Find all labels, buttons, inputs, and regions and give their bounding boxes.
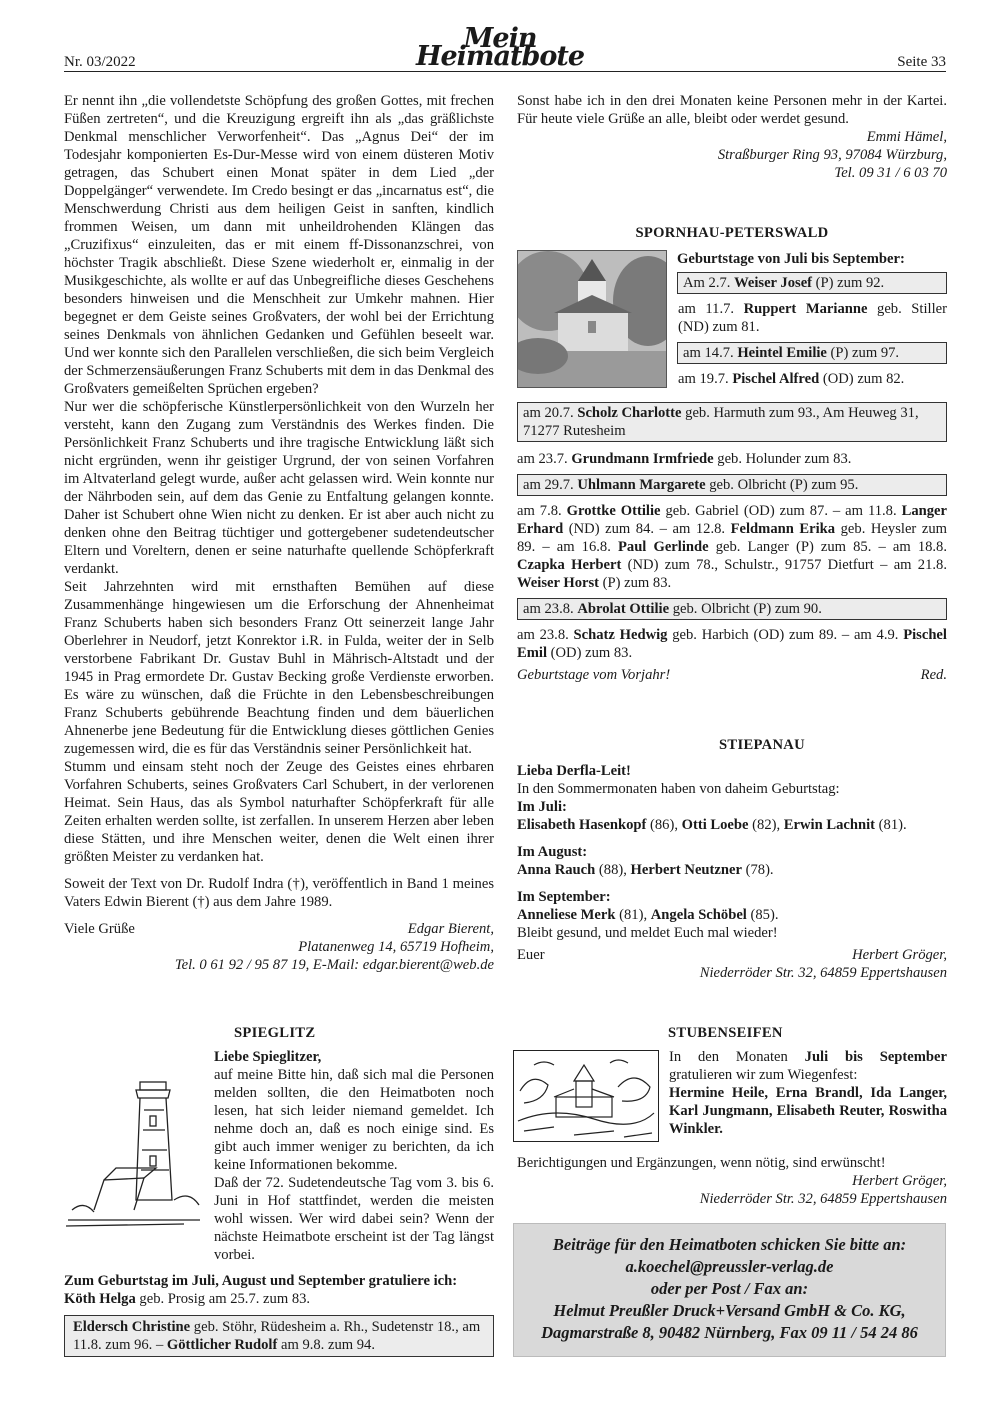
section-title: STUBENSEIFEN <box>668 1025 783 1041</box>
submission-info-box <box>513 1223 946 1357</box>
author-address: Niederröder Str. 32, 64859 Eppertshausen <box>699 965 947 981</box>
submission-line: oder per Post / Fax an: <box>650 1279 809 1298</box>
spornhau-birthdays-top <box>677 250 947 388</box>
birthday-entry: am 23.7. Grundmann Irmfriede geb. Holunder zum 83. <box>517 451 852 467</box>
birthday-entry: am 7.8. Grottke Ottilie geb. Gabriel (OD) zum 87. – am 11.8. Langer Erhard (ND) zum 84. – am 12.8. Feldmann Erika geb. Heysler zum 89. – am 16.8. Paul Gerlinde geb. Langer (P) zum 85. – am 18.8. Czapka Herbert (ND) zum 78., Schulstr., 91757 Dietfurt – am 21.8. Weiser Horst (P) zum 83. <box>517 503 948 591</box>
footnote: Geburtstage vom Vorjahr! <box>517 667 671 683</box>
author-name: Herbert Gröger, <box>852 947 947 963</box>
header-rule <box>64 71 946 72</box>
submission-email: a.koechel@preussler-verlag.de <box>625 1257 834 1276</box>
right-top-section <box>517 92 947 182</box>
month-heading: Im August: <box>517 844 588 860</box>
author-name: Edgar Bierent, <box>407 921 494 937</box>
author-address: Niederröder Str. 32, 64859 Eppertshausen <box>699 1191 947 1207</box>
wish-text: Bleibt gesund, und meldet Euch mal wieder! <box>517 925 778 941</box>
section-title: STIEPANAU <box>719 737 805 753</box>
closing: Euer <box>517 947 545 963</box>
author-phone: Tel. 09 31 / 6 03 70 <box>834 165 947 181</box>
greeting: Viele Grüße <box>64 921 135 937</box>
birthday-entry-highlight: am 14.7. Heintel Emilie (P) zum 97. <box>677 342 947 364</box>
congrats-heading: Zum Geburtstag im Juli, August und September gratuliere ich: <box>64 1273 458 1289</box>
section-subtitle: Geburtstage von Juli bis September: <box>677 251 905 267</box>
birthday-names: Hermine Heile, Erna Brandl, Ida Langer, Karl Jungmann, Elisabeth Reuter, Roswitha Winkler. <box>669 1085 947 1137</box>
village-drawing <box>513 1050 659 1142</box>
stubenseifen-section <box>669 1048 947 1138</box>
stubenseifen-title-wrap <box>668 1024 948 1042</box>
tower-drawing <box>64 1060 204 1232</box>
author-contact: Tel. 0 61 92 / 95 87 19, E-Mail: edgar.bierent@web.de <box>174 957 494 973</box>
author-address: Platanenweg 14, 65719 Hofheim, <box>298 939 494 955</box>
spieglitz-section <box>214 1048 494 1264</box>
author-name: Herbert Gröger, <box>852 1173 947 1189</box>
body-text: Daß der 72. Sudetendeutsche Tag vom 3. bis 6. Juni in Hof stattfindet, werden die meisten wohl wissen. Wer wird dabei sein? Wenn der nächste Heimatbote erscheint ist der Tag längst vorbei. <box>214 1175 494 1263</box>
birthday-entry: am 11.7. Ruppert Marianne geb. Stiller (ND) zum 81. <box>678 301 947 335</box>
corrections-note: Berichtigungen und Ergänzungen, wenn nötig, sind erwünscht! <box>517 1155 886 1171</box>
month-heading: Im September: <box>517 889 611 905</box>
birthday-entry-highlight: Am 2.7. Weiser Josef (P) zum 92. <box>677 272 947 294</box>
birthday-entry: am 23.8. Schatz Hedwig geb. Harbich (OD) zum 89. – am 4.9. Pischel Emil (OD) zum 83. <box>517 627 947 661</box>
author-name: Emmi Hämel, <box>866 129 947 145</box>
article-paragraph: Nur wer die schöpferische Künstlerpersönlichkeit von den Wurzeln her versteht, kann den Zugang zum Verständnis des Werkes finden. Die Persönlichkeit Franz Schuberts und ihre tragische Entwicklung läßt sich nicht ergründen, wenn ihr geistiger Urgrund, der von seinen Vorfahren im Altvaterland gelegt wurde, außer acht gelassen wird. Wein konnte nur der Nährboden sein, auf dem das Genie zu Entfaltung gelangen konnte. Daher ist Schubert ohne Wien nicht zu denken. Er ist aber auch nicht zu denken ohne den Beitrag tüchtiger und gottergebener sudetendeutscher Eltern und Voreltern, denen er seine naturhafte quellende Schöpferkraft verdankt. <box>64 399 494 577</box>
month-heading: Im Juli: <box>517 799 567 815</box>
spieglitz-title-wrap <box>214 1024 494 1042</box>
spornhau-section <box>517 224 947 242</box>
intro-text: In den Monaten Juli bis September gratulieren wir zum Wiegenfest: <box>669 1049 947 1083</box>
section-title: SPIEGLITZ <box>234 1025 316 1041</box>
greeting: Lieba Derfla-Leit! <box>517 763 631 779</box>
article-paragraph: Er nennt ihn „die vollendetste Schöpfung des großen Gottes, mit frechen Füßen zertreten“, und die Kreuzigung ergreift ihn als „das gräßlichste Denkmal menschlicher Verworfenheit“. Das „Agnus Dei“ der im Todesjahr komponierten Es-Dur-Messe wird von einem düsteren Motiv getragen, das Schubert einen Monat später in dem Lied „der Doppelgänger“ verwendete. Im Credo besingt er das „incarnatus est“, die Menschwerdung Christi aus dem heiligen Geist in sanften, kindlich frommen Weisen, um dann mit unheildrohenden Klängen das „Cruzifixus“ einzuleiten, das er mit einem ff-Dissonanzschrei, von höchster Tragik abschließt. Diese Szene wiederholt er, einmalig in der Musikgeschichte, als wollte er auf das Unbegreifliche dieses Geschehens besonders hinweisen und die Menschheit zur Umkehr mahnen. Hier begegnet er dem Geiste seines Großvaters, der wohl bei der Errichtung seines Denkmals von ähnlichen Gedanken und Gefühlen beseelt war. Und wer konnte sich den Parallelen verschließen, die sich beim Vergleich der Schmerzensäußerungen Franz Schuberts mit dem in das Denkmal des Großvaters gemeißelten Sprüchen ergeben? <box>64 93 494 397</box>
intro-text: In den Sommermonaten haben von daheim Geburtstag: <box>517 781 840 797</box>
birthday-entry: am 19.7. Pischel Alfred (OD) zum 82. <box>678 371 905 387</box>
birthday-entry-highlight: am 23.8. Abrolat Ottilie geb. Olbricht (P) zum 90. <box>517 598 947 620</box>
author-address: Straßburger Ring 93, 97084 Würzburg, <box>717 147 947 163</box>
source-note: Soweit der Text von Dr. Rudolf Indra (†), veröffentlich in Band 1 meines Vaters Edwin Bierent (†) aus dem Jahre 1989. <box>64 876 494 910</box>
church-image <box>518 251 666 387</box>
birthday-entry-highlight: am 29.7. Uhlmann Margarete geb. Olbricht (P) zum 95. <box>517 474 947 496</box>
editor-mark: Red. <box>920 667 947 683</box>
village-image <box>514 1051 658 1141</box>
masthead-logo: Mein Heimatbote <box>415 23 585 72</box>
birthday-list: Anna Rauch (88), Herbert Neutzner (78). <box>517 862 774 878</box>
birthday-entry: Köth Helga geb. Prosig am 25.7. zum 83. <box>64 1291 311 1307</box>
birthday-entry-highlight: am 20.7. Scholz Charlotte geb. Harmuth zum 93., Am Heuweg 31, 71277 Rutesheim <box>517 402 947 442</box>
publisher-name: Helmut Preußler Druck+Versand GmbH & Co. KG, <box>553 1301 906 1320</box>
section-title: SPORNHAU-PETERSWALD <box>635 225 829 241</box>
article-paragraph: Seit Jahrzehnten wird mit ernsthaften Bemühen auf diese Zusammenhänge hingewiesen um die Erforschung der Ahnenheimat Franz Schuberts haben sich besonders Franz Ott seinerzeit lange Jahr Oberlehrer in Neudorf, jetzt Konrektor i.R. in Fulda, weiter der in Selb verstorbene Fabrikant Dr. Gustav Buhl in Mährisch-Altstadt und der 1945 in Prag ermordete Dr. Gustav Becking große Verdienste erworben. Es wäre zu wünschen, daß die Früchte in den Lebensbeschreibungen Franz Schuberts gebührende Beachtung finden und dem bäuerlichen Ahnenerbe jene Bedeutung für die Entwicklung dieses göttlichen Genies zugemessen wird, die es für das Verständnis seiner Persönlichkeit hat. <box>64 579 494 757</box>
submission-line: Beiträge für den Heimatboten schicken Sie bitte an: <box>552 1235 907 1254</box>
publisher-address: Dagmarstraße 8, 90482 Nürnberg, Fax 09 11 / 54 24 86 <box>541 1323 918 1342</box>
spieglitz-birthdays <box>64 1272 494 1357</box>
stubenseifen-footer <box>517 1154 947 1208</box>
church-photo <box>517 250 667 388</box>
tower-image <box>64 1060 204 1232</box>
birthday-list: Anneliese Merk (81), Angela Schöbel (85). <box>517 907 779 923</box>
body-text: auf meine Bitte hin, daß sich mal die Personen melden sollten, die den Heimatboten noch lesen, hat sich leider niemand gemeldet. Ich nehme doch an, daß es noch einige sind. Es gibt auch immer weniger zu berichten, da ich keine Informationen bekomme. <box>214 1067 494 1173</box>
greeting: Liebe Spieglitzer, <box>214 1049 322 1065</box>
stiepanau-section <box>517 736 947 982</box>
page-number: Seite 33 <box>897 54 946 70</box>
birthday-list: Elisabeth Hasenkopf (86), Otti Loebe (82), Erwin Lachnit (81). <box>517 817 907 833</box>
article-paragraph: Stumm und einsam steht noch der Zeuge des Geistes eines ehrbaren Vorfahren Schuberts, seines Großvaters Carl Schubert, in der verlorenen Heimat. Sein Haus, das als Symbol naturhafter Schöpferkraft für alle Zeiten erhalten werden sollte, ist zerfallen. In unserem Herzen aber leben diese Stätten, und ihre Menschen weiter, denen die Welt einen ihrer größten Meister zu verdanken hat. <box>64 759 494 865</box>
spornhau-birthdays-bottom <box>517 402 947 684</box>
left-article <box>64 92 494 974</box>
birthday-entry-highlight: Eldersch Christine geb. Stöhr, Rüdesheim a. Rh., Sudetenstr 18., am 11.8. zum 96. – Göttlicher Rudolf am 9.8. zum 94. <box>64 1315 494 1357</box>
issue-number: Nr. 03/2022 <box>64 54 136 70</box>
closing-text: Sonst habe ich in den drei Monaten keine Personen mehr in der Kartei. Für heute viele Grüße an alle, bleibt oder werdet gesund. <box>517 93 947 127</box>
